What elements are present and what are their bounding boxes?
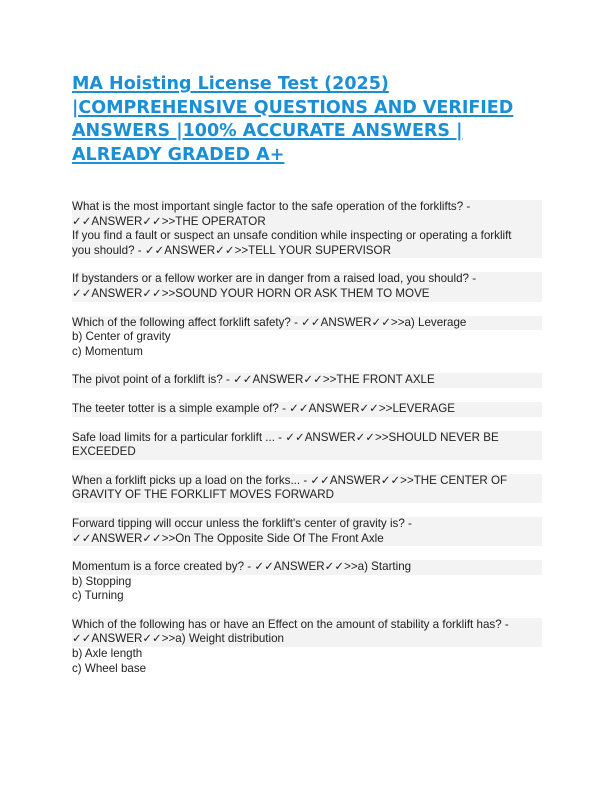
qa-item	[72, 560, 542, 604]
qa-answer-line: ✓✓ANSWER✓✓>>THE OPERATOR	[72, 215, 542, 230]
qa-option-line: c) Turning	[72, 589, 124, 603]
qa-item	[72, 618, 542, 676]
document-title-link[interactable]: MA Hoisting License Test (2025) |COMPREHENSIVE QUESTIONS AND VERIFIED ANSWERS |100% ACCURATE ANSWERS | ALREADY GRADED A+	[72, 74, 514, 165]
qa-question-line: Safe load limits for a particular forklift ... - ✓✓ANSWER✓✓>>SHOULD NEVER BE	[72, 431, 542, 446]
qa-item	[72, 316, 542, 360]
qa-option-line: c) Momentum	[72, 344, 143, 358]
qa-question-line: When a forklift picks up a load on the forks... - ✓✓ANSWER✓✓>>THE CENTER OF	[72, 474, 542, 489]
qa-answer-line: ✓✓ANSWER✓✓>>a) Weight distribution	[72, 632, 542, 647]
qa-item	[72, 431, 542, 460]
qa-answer-line: ✓✓ANSWER✓✓>>SOUND YOUR HORN OR ASK THEM TO MOVE	[72, 287, 542, 302]
qa-question-line: If you find a fault or suspect an unsafe condition while inspecting or operating a forklift	[72, 229, 542, 244]
qa-answer-line: you should? - ✓✓ANSWER✓✓>>TELL YOUR SUPERVISOR	[72, 244, 542, 259]
qa-question-line: Momentum is a force created by? - ✓✓ANSWER✓✓>>a) Starting	[72, 560, 542, 575]
qa-option-line: c) Wheel base	[72, 661, 147, 675]
qa-item	[72, 229, 542, 258]
qa-option-line: b) Axle length	[72, 647, 143, 661]
qa-answer-line: ✓✓ANSWER✓✓>>On The Opposite Side Of The Front Axle	[72, 532, 542, 547]
qa-question-line: If bystanders or a fellow worker are in danger from a raised load, you should? -	[72, 272, 542, 287]
qa-question-line: The teeter totter is a simple example of? - ✓✓ANSWER✓✓>>LEVERAGE	[72, 402, 542, 417]
qa-answer-line: EXCEEDED	[72, 445, 542, 460]
qa-option-line: b) Center of gravity	[72, 330, 171, 344]
qa-question-line: Which of the following has or have an Effect on the amount of stability a forklift has? -	[72, 618, 542, 633]
qa-question-line: What is the most important single factor to the safe operation of the forklifts? -	[72, 200, 542, 215]
qa-list	[72, 200, 542, 676]
qa-question-line: Which of the following affect forklift safety? - ✓✓ANSWER✓✓>>a) Leverage	[72, 316, 542, 331]
qa-answer-line: GRAVITY OF THE FORKLIFT MOVES FORWARD	[72, 488, 542, 503]
qa-item	[72, 200, 542, 229]
qa-item	[72, 272, 542, 301]
qa-item	[72, 402, 542, 417]
qa-question-line: The pivot point of a forklift is? - ✓✓ANSWER✓✓>>THE FRONT AXLE	[72, 373, 542, 388]
qa-item	[72, 517, 542, 546]
qa-item	[72, 373, 542, 388]
qa-option-line: b) Stopping	[72, 574, 132, 588]
qa-item	[72, 474, 542, 503]
qa-question-line: Forward tipping will occur unless the forklift's center of gravity is? -	[72, 517, 542, 532]
